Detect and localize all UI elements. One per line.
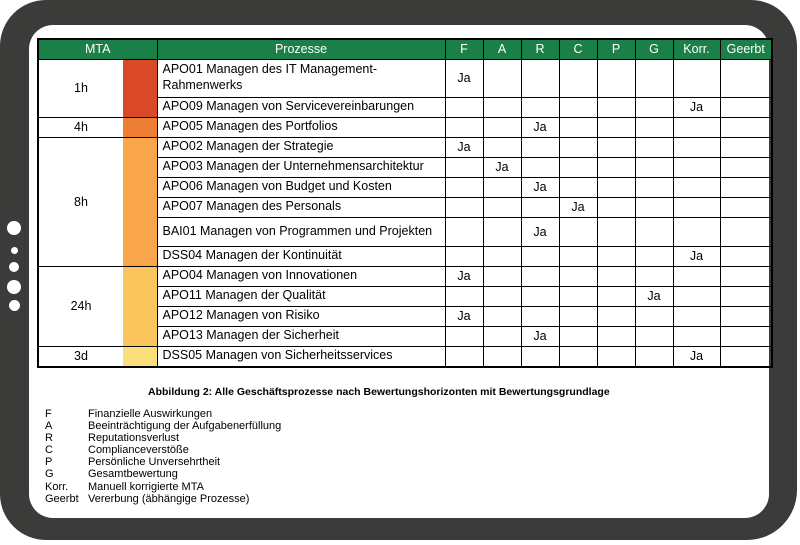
legend-row xyxy=(45,408,281,420)
value-cell-geerbt xyxy=(720,97,772,117)
table-row xyxy=(38,346,772,367)
value-cell-geerbt xyxy=(720,197,772,217)
process-cell: APO03 Managen der Unternehmensarchitektur xyxy=(157,157,445,177)
value-cell-geerbt xyxy=(720,246,772,266)
value-cell-r xyxy=(521,306,559,326)
value-cell-g xyxy=(635,217,673,246)
legend-label: Finanzielle Auswirkungen xyxy=(88,408,213,420)
value-cell-c xyxy=(559,177,597,197)
process-cell: APO11 Managen der Qualität xyxy=(157,286,445,306)
value-cell-r xyxy=(521,197,559,217)
value-cell-c xyxy=(559,246,597,266)
process-cell: APO06 Managen von Budget und Kosten xyxy=(157,177,445,197)
value-cell-geerbt xyxy=(720,286,772,306)
value-cell-p xyxy=(597,97,635,117)
value-cell-korr xyxy=(673,286,720,306)
value-cell-a xyxy=(483,346,521,367)
value-cell-a xyxy=(483,326,521,346)
process-cell: APO07 Managen des Personals xyxy=(157,197,445,217)
value-cell-korr xyxy=(673,157,720,177)
value-cell-g xyxy=(635,157,673,177)
value-cell-f xyxy=(445,346,483,367)
value-cell-c xyxy=(559,117,597,137)
value-cell-korr xyxy=(673,117,720,137)
frame-hole xyxy=(9,300,20,311)
value-cell-f xyxy=(445,197,483,217)
value-cell-korr xyxy=(673,137,720,157)
mta-label: 24h xyxy=(70,299,92,313)
value-cell-p xyxy=(597,137,635,157)
value-cell-r: Ja xyxy=(521,117,559,137)
legend-row xyxy=(45,456,281,468)
value-cell-p xyxy=(597,306,635,326)
value-cell-a xyxy=(483,266,521,286)
value-cell-c xyxy=(559,286,597,306)
process-cell: DSS04 Managen der Kontinuität xyxy=(157,246,445,266)
mta-cell-8h xyxy=(38,137,157,266)
value-cell-geerbt xyxy=(720,59,772,97)
value-cell-a xyxy=(483,59,521,97)
value-cell-p xyxy=(597,346,635,367)
value-cell-f xyxy=(445,157,483,177)
process-cell: APO02 Managen der Strategie xyxy=(157,137,445,157)
col-header-a: A xyxy=(483,39,521,59)
value-cell-f: Ja xyxy=(445,137,483,157)
frame-hole xyxy=(9,262,19,272)
col-header-korr: Korr. xyxy=(673,39,720,59)
mta-cell-4h xyxy=(38,117,157,137)
col-header-p: P xyxy=(597,39,635,59)
value-cell-c xyxy=(559,346,597,367)
value-cell-geerbt xyxy=(720,266,772,286)
legend-label: Manuell korrigierte MTA xyxy=(88,480,204,493)
value-cell-f xyxy=(445,246,483,266)
value-cell-korr: Ja xyxy=(673,346,720,367)
value-cell-korr xyxy=(673,217,720,246)
value-cell-c xyxy=(559,266,597,286)
value-cell-g xyxy=(635,137,673,157)
col-header-mta: MTA xyxy=(38,39,157,59)
value-cell-a xyxy=(483,117,521,137)
value-cell-geerbt xyxy=(720,217,772,246)
value-cell-g xyxy=(635,346,673,367)
legend-row xyxy=(45,444,281,456)
value-cell-c xyxy=(559,59,597,97)
legend-key: R xyxy=(45,432,53,445)
table-row xyxy=(38,117,772,137)
header-row xyxy=(38,39,772,59)
value-cell-geerbt xyxy=(720,177,772,197)
value-cell-f: Ja xyxy=(445,266,483,286)
col-header-g: G xyxy=(635,39,673,59)
process-cell: APO05 Managen des Portfolios xyxy=(157,117,445,137)
value-cell-c xyxy=(559,137,597,157)
value-cell-r: Ja xyxy=(521,217,559,246)
value-cell-f xyxy=(445,326,483,346)
value-cell-g xyxy=(635,266,673,286)
value-cell-f xyxy=(445,217,483,246)
value-cell-korr: Ja xyxy=(673,246,720,266)
value-cell-korr xyxy=(673,59,720,97)
legend-row xyxy=(45,493,281,505)
value-cell-r xyxy=(521,266,559,286)
value-cell-g xyxy=(635,306,673,326)
value-cell-a: Ja xyxy=(483,157,521,177)
legend-key: F xyxy=(45,408,52,420)
legend-key: Korr. xyxy=(45,480,69,493)
frame-hole xyxy=(7,280,21,294)
mta-cell-1h xyxy=(38,59,157,117)
value-cell-c xyxy=(559,326,597,346)
legend-label: Vererbung (äbhängige Prozesse) xyxy=(88,492,250,505)
legend-label: Reputationsverlust xyxy=(88,432,180,445)
value-cell-r xyxy=(521,346,559,367)
figure-caption: Abbildung 2: Alle Geschäftsprozesse nach Bewertungshorizonten mit Bewertungsgrundlage xyxy=(148,386,610,398)
value-cell-p xyxy=(597,157,635,177)
value-cell-p xyxy=(597,246,635,266)
value-cell-korr xyxy=(673,306,720,326)
value-cell-f xyxy=(445,97,483,117)
process-cell: APO04 Managen von Innovationen xyxy=(157,266,445,286)
value-cell-f xyxy=(445,286,483,306)
value-cell-g xyxy=(635,117,673,137)
legend-key: G xyxy=(45,468,54,481)
frame-hole xyxy=(7,221,21,235)
table-row xyxy=(38,59,772,97)
col-header-prozesse: Prozesse xyxy=(157,39,445,59)
value-cell-geerbt xyxy=(720,137,772,157)
legend-key: A xyxy=(45,420,53,433)
process-cell: APO13 Managen der Sicherheit xyxy=(157,326,445,346)
legend-row xyxy=(45,481,281,493)
value-cell-p xyxy=(597,286,635,306)
value-cell-korr xyxy=(673,266,720,286)
legend-label: Persönliche Unversehrtheit xyxy=(88,456,221,469)
value-cell-g xyxy=(635,59,673,97)
value-cell-c xyxy=(559,157,597,177)
value-cell-a xyxy=(483,97,521,117)
process-cell: APO12 Managen von Risiko xyxy=(157,306,445,326)
col-header-c: C xyxy=(559,39,597,59)
value-cell-geerbt xyxy=(720,157,772,177)
value-cell-a xyxy=(483,177,521,197)
value-cell-g xyxy=(635,326,673,346)
value-cell-a xyxy=(483,217,521,246)
value-cell-p xyxy=(597,59,635,97)
process-cell: APO01 Managen des IT Management-Rahmenwerks xyxy=(157,59,445,97)
value-cell-r: Ja xyxy=(521,177,559,197)
legend-row xyxy=(45,468,281,480)
screen xyxy=(29,25,769,518)
col-header-r: R xyxy=(521,39,559,59)
value-cell-a xyxy=(483,246,521,266)
value-cell-p xyxy=(597,326,635,346)
value-cell-korr xyxy=(673,197,720,217)
value-cell-g xyxy=(635,197,673,217)
table-row xyxy=(38,137,772,157)
process-cell: BAI01 Managen von Programmen und Projekten xyxy=(157,217,445,246)
legend-key: P xyxy=(45,456,53,469)
value-cell-f xyxy=(445,117,483,137)
value-cell-g xyxy=(635,97,673,117)
value-cell-g xyxy=(635,177,673,197)
legend-row xyxy=(45,432,281,444)
process-cell: DSS05 Managen von Sicherheitsservices xyxy=(157,346,445,367)
mta-label: 1h xyxy=(74,81,88,95)
value-cell-r xyxy=(521,246,559,266)
mta-label: 4h xyxy=(74,120,88,134)
value-cell-c xyxy=(559,306,597,326)
process-table xyxy=(37,38,773,368)
value-cell-geerbt xyxy=(720,326,772,346)
value-cell-geerbt xyxy=(720,346,772,367)
value-cell-korr: Ja xyxy=(673,97,720,117)
legend-list xyxy=(45,408,281,505)
value-cell-g xyxy=(635,246,673,266)
value-cell-c xyxy=(559,217,597,246)
mta-cell-3d xyxy=(38,346,157,367)
legend-row xyxy=(45,420,281,432)
value-cell-a xyxy=(483,197,521,217)
table-body xyxy=(38,59,772,367)
col-header-f: F xyxy=(445,39,483,59)
value-cell-korr xyxy=(673,177,720,197)
frame-hole xyxy=(11,247,18,254)
legend-label: Complianceverstöße xyxy=(88,444,189,457)
legend-label: Gesamtbewertung xyxy=(88,468,178,481)
value-cell-geerbt xyxy=(720,306,772,326)
table-row xyxy=(38,266,772,286)
mta-label: 8h xyxy=(74,194,88,209)
legend-key: C xyxy=(45,444,53,457)
value-cell-g: Ja xyxy=(635,286,673,306)
value-cell-c: Ja xyxy=(559,197,597,217)
legend-key: Geerbt xyxy=(45,492,79,505)
value-cell-r xyxy=(521,137,559,157)
value-cell-r xyxy=(521,97,559,117)
col-header-geerbt: Geerbt xyxy=(720,39,772,59)
value-cell-f: Ja xyxy=(445,59,483,97)
value-cell-a xyxy=(483,286,521,306)
value-cell-p xyxy=(597,266,635,286)
mta-cell-24h xyxy=(38,266,157,346)
value-cell-p xyxy=(597,117,635,137)
process-cell: APO09 Managen von Servicevereinbarungen xyxy=(157,97,445,117)
legend-label: Beeinträchtigung der Aufgabenerfüllung xyxy=(88,420,282,433)
value-cell-f: Ja xyxy=(445,306,483,326)
value-cell-p xyxy=(597,177,635,197)
value-cell-r: Ja xyxy=(521,326,559,346)
value-cell-a xyxy=(483,137,521,157)
value-cell-korr xyxy=(673,326,720,346)
value-cell-r xyxy=(521,157,559,177)
value-cell-c xyxy=(559,97,597,117)
value-cell-geerbt xyxy=(720,117,772,137)
value-cell-a xyxy=(483,306,521,326)
value-cell-f xyxy=(445,177,483,197)
mta-label: 3d xyxy=(74,349,88,364)
value-cell-r xyxy=(521,286,559,306)
value-cell-p xyxy=(597,217,635,246)
value-cell-r xyxy=(521,59,559,97)
value-cell-p xyxy=(597,197,635,217)
